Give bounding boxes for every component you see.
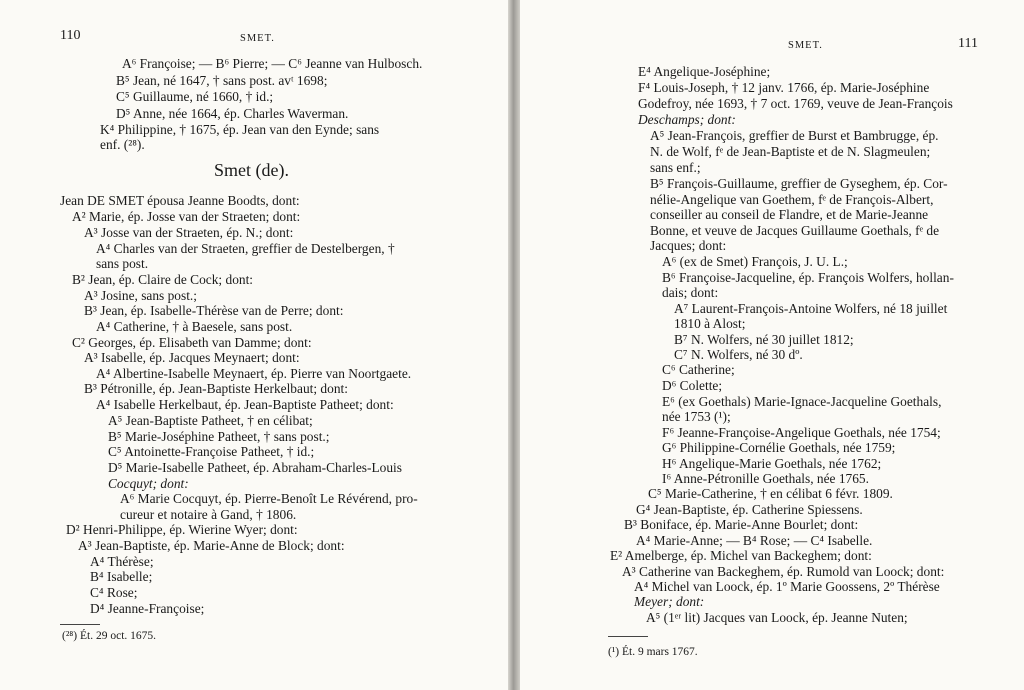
text-line: B³ Jean, ép. Isabelle-Thérèse van de Perre; dont: <box>84 303 344 318</box>
text-line: A⁴ Catherine, † à Baesele, sans post. <box>96 319 293 334</box>
text-line: enf. (²⁸). <box>100 137 145 152</box>
text-line: Deschamps; dont: <box>638 112 736 127</box>
text-line: E² Amelberge, ép. Michel van Backeghem; dont: <box>610 548 872 563</box>
text-line: A⁶ Françoise; — B⁶ Pierre; — C⁶ Jeanne van Hulbosch. <box>122 56 423 71</box>
text-line: H⁶ Angelique-Marie Goethals, née 1762; <box>662 456 882 471</box>
text-line: D² Henri-Philippe, ép. Wierine Wyer; dont: <box>66 522 298 537</box>
text-line: K⁴ Philippine, † 1675, ép. Jean van den Eynde; sans <box>100 122 380 137</box>
text-line: C⁵ Antoinette-Françoise Patheet, † id.; <box>108 444 315 459</box>
text-line: E⁴ Angelique-Joséphine; <box>638 64 771 79</box>
text-line: A⁷ Laurent-François-Antoine Wolfers, né 18 juillet <box>674 301 948 316</box>
text-line: née 1753 (¹); <box>662 409 731 424</box>
text-line: A³ Josse van der Straeten, ép. N.; dont: <box>84 225 294 240</box>
text-line: A³ Jean-Baptiste, ép. Marie-Anne de Block; dont: <box>78 538 345 553</box>
text-line: B⁵ Jean, né 1647, † sans post. avᵗ 1698; <box>116 73 328 88</box>
page-number: 111 <box>958 36 978 51</box>
text-line: B² Jean, ép. Claire de Cock; dont: <box>72 272 254 287</box>
text-line: C⁷ N. Wolfers, né 30 dº. <box>674 347 803 362</box>
text-line: C⁵ Marie-Catherine, † en célibat 6 févr. 1809. <box>648 486 893 501</box>
text-line: B³ Boniface, ép. Marie-Anne Bourlet; dont: <box>624 517 859 532</box>
text-line: D⁵ Anne, née 1664, ép. Charles Waverman. <box>116 106 349 121</box>
left-page <box>0 0 508 690</box>
text-line: cureur et notaire à Gand, † 1806. <box>120 507 297 522</box>
text-line: Meyer; dont: <box>634 594 705 609</box>
text-line: G⁴ Jean-Baptiste, ép. Catherine Spiessens. <box>636 502 863 517</box>
text-line: A⁴ Marie-Anne; — B⁴ Rose; — C⁴ Isabelle. <box>636 533 873 548</box>
text-line: D⁵ Marie-Isabelle Patheet, ép. Abraham-Charles-Louis <box>108 460 402 475</box>
text-line: B⁵ François-Guillaume, greffier de Gyseghem, ép. Cor- <box>650 176 948 191</box>
text-line: A⁵ Jean-François, greffier de Burst et Bambrugge, ép. <box>650 128 939 143</box>
text-line: A⁴ Albertine-Isabelle Meynaert, ép. Pierre van Noortgaete. <box>96 366 412 381</box>
text-line: sans enf.; <box>650 160 701 175</box>
text-line: A⁴ Michel van Loock, ép. 1º Marie Goossens, 2º Thérèse <box>634 579 940 594</box>
right-page <box>520 0 1024 690</box>
book-gutter <box>508 0 520 690</box>
text-line: 1810 à Alost; <box>674 316 746 331</box>
text-line: Jean DE SMET épousa Jeanne Boodts, dont: <box>60 193 300 208</box>
text-line: B⁴ Isabelle; <box>90 569 153 584</box>
text-line: A⁵ Jean-Baptiste Patheet, † en célibat; <box>108 413 313 428</box>
text-line: F⁶ Jeanne-Françoise-Angelique Goethals, née 1754; <box>662 425 941 440</box>
text-line: D⁶ Colette; <box>662 378 723 393</box>
footnote: (¹) Ét. 9 mars 1767. <box>608 646 698 658</box>
section-title: Smet (de). <box>214 160 289 180</box>
text-line: nélie-Angelique van Goethem, fᵉ de François-Albert, <box>650 192 934 207</box>
text-line: A⁴ Isabelle Herkelbaut, ép. Jean-Baptiste Patheet; dont: <box>96 397 394 412</box>
text-line: Jacques; dont: <box>650 238 727 253</box>
text-line: F⁴ Louis-Joseph, † 12 janv. 1766, ép. Marie-Joséphine <box>638 80 930 95</box>
text-line: D⁴ Jeanne-Françoise; <box>90 601 205 616</box>
footnote: (²⁸) Ét. 29 oct. 1675. <box>62 630 157 642</box>
text-line: sans post. <box>96 256 149 271</box>
text-line: A² Marie, ép. Josse van der Straeten; dont: <box>72 209 301 224</box>
text-line: A³ Catherine van Backeghem, ép. Rumold van Loock; dont: <box>622 564 945 579</box>
text-line: A⁵ (1ᵉʳ lit) Jacques van Loock, ép. Jeanne Nuten; <box>646 610 908 625</box>
text-line: B⁵ Marie-Joséphine Patheet, † sans post.; <box>108 429 330 444</box>
text-line: G⁶ Philippine-Cornélie Goethals, née 1759; <box>662 440 896 455</box>
footnote-rule <box>60 624 100 625</box>
text-line: A³ Josine, sans post.; <box>84 288 198 303</box>
text-line: Bonne, et veuve de Jacques Guillaume Goethals, fᵉ de <box>650 223 940 238</box>
text-line: Godefroy, née 1693, † 7 oct. 1769, veuve de Jean-François <box>638 96 953 111</box>
text-line: A⁴ Charles van der Straeten, greffier de Destelbergen, † <box>96 241 395 256</box>
text-line: C⁵ Guillaume, né 1660, † id.; <box>116 89 274 104</box>
text-line: B⁶ Françoise-Jacqueline, ép. François Wolfers, hollan- <box>662 270 954 285</box>
text-line: B³ Pétronille, ép. Jean-Baptiste Herkelbaut; dont: <box>84 381 348 396</box>
running-head: SMET. <box>788 40 823 51</box>
text-line: C⁶ Catherine; <box>662 362 735 377</box>
running-head: SMET. <box>240 33 275 44</box>
text-line: dais; dont: <box>662 285 719 300</box>
text-line: A³ Isabelle, ép. Jacques Meynaert; dont: <box>84 350 300 365</box>
text-line: E⁶ (ex Goethals) Marie-Ignace-Jacqueline Goethals, <box>662 394 942 409</box>
text-line: N. de Wolf, fᵉ de Jean-Baptiste et de N. Slagmeulen; <box>650 144 931 159</box>
text-line: A⁶ (ex de Smet) François, J. U. L.; <box>662 254 848 269</box>
text-line: A⁴ Thérèse; <box>90 554 154 569</box>
text-line: A⁶ Marie Cocquyt, ép. Pierre-Benoît Le Révérend, pro- <box>120 491 418 506</box>
text-line: conseiller au conseil de Flandre, et de Marie-Jeanne <box>650 207 929 222</box>
text-line: C² Georges, ép. Elisabeth van Damme; dont: <box>72 335 312 350</box>
text-line: I⁶ Anne-Pétronille Goethals, née 1765. <box>662 471 869 486</box>
page-number: 110 <box>60 28 81 43</box>
text-line: Cocquyt; dont: <box>108 476 189 491</box>
footnote-rule <box>608 636 648 637</box>
text-line: C⁴ Rose; <box>90 585 138 600</box>
text-line: B⁷ N. Wolfers, né 30 juillet 1812; <box>674 332 854 347</box>
